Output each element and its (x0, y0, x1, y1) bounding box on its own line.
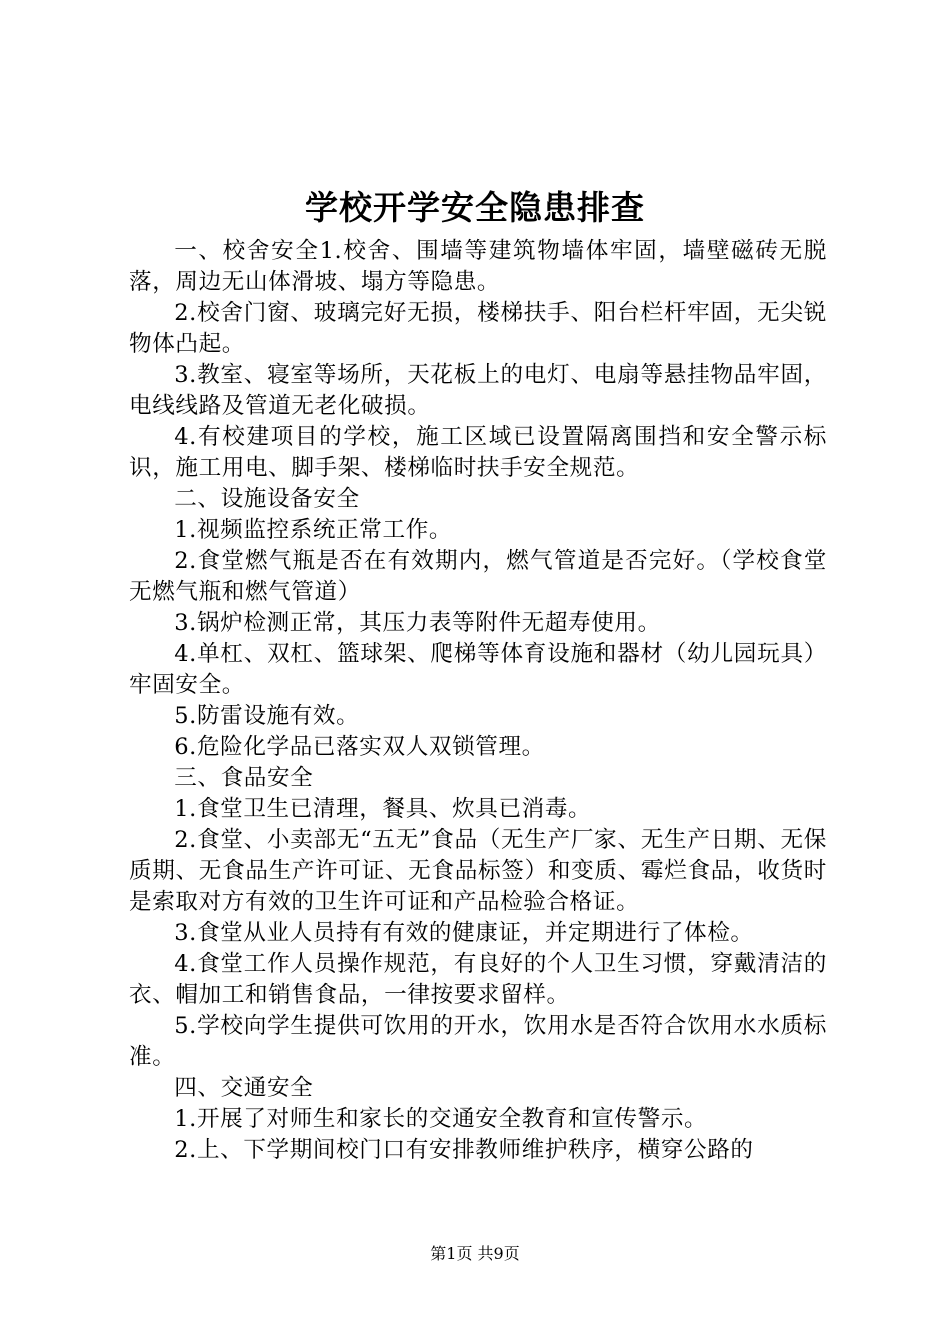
paragraph: 1.视频监控系统正常工作。 (174, 517, 453, 543)
paragraph: 6.危险化学品已落实双人双锁管理。 (174, 734, 545, 760)
paragraph: 3.教室、寝室等场所，天花板上的电灯、电扇等悬挂物品牢固，电线线路及管道无老化破损。 (129, 362, 827, 419)
paragraph: 4.有校建项目的学校，施工区域已设置隔离围挡和安全警示标识，施工用电、脚手架、楼梯临时扶手安全规范。 (129, 424, 827, 481)
paragraph: 2.食堂、小卖部无“五无”食品（无生产厂家、无生产日期、无保质期、无食品生产许可证、无食品标签）和变质、霉烂食品，收货时是索取对方有效的卫生许可证和产品检验合格证。 (129, 827, 827, 915)
paragraph: 1.食堂卫生已清理，餐具、炊具已消毒。 (174, 796, 592, 822)
paragraph: 4.单杠、双杠、篮球架、爬梯等体育设施和器材（幼儿园玩具）牢固安全。 (129, 641, 827, 698)
paragraph: 5.学校向学生提供可饮用的开水，饮用水是否符合饮用水水质标准。 (129, 1013, 827, 1070)
paragraph: 4.食堂工作人员操作规范，有良好的个人卫生习惯，穿戴清洁的衣、帽加工和销售食品，一律按要求留样。 (129, 951, 827, 1008)
document-title: 学校开学安全隐患排查 (305, 188, 645, 227)
section-heading: 二、设施设备安全 (174, 486, 360, 512)
paragraph: 2.校舍门窗、玻璃完好无损，楼梯扶手、阳台栏杆牢固，无尖锐物体凸起。 (129, 300, 827, 357)
paragraph: 2.上、下学期间校门口有安排教师维护秩序，横穿公路的 (174, 1137, 754, 1163)
page-number-footer: 第1页 共9页 (430, 1244, 520, 1263)
paragraph: 2.食堂燃气瓶是否在有效期内，燃气管道是否完好。（学校食堂无燃气瓶和燃气管道） (129, 548, 827, 605)
section-heading: 三、食品安全 (174, 765, 314, 791)
paragraph: 3.食堂从业人员持有有效的健康证，并定期进行了体检。 (174, 920, 754, 946)
section-heading: 四、交通安全 (174, 1075, 314, 1101)
paragraph: 3.锅炉检测正常，其压力表等附件无超寿使用。 (174, 610, 661, 636)
document-body (129, 236, 827, 1166)
paragraph: 1.开展了对师生和家长的交通安全教育和宣传警示。 (174, 1106, 708, 1132)
paragraph: 一、校舍安全1.校舍、围墙等建筑物墙体牢固，墙壁磁砖无脱落，周边无山体滑坡、塌方等隐患。 (129, 238, 827, 295)
paragraph: 5.防雷设施有效。 (174, 703, 360, 729)
